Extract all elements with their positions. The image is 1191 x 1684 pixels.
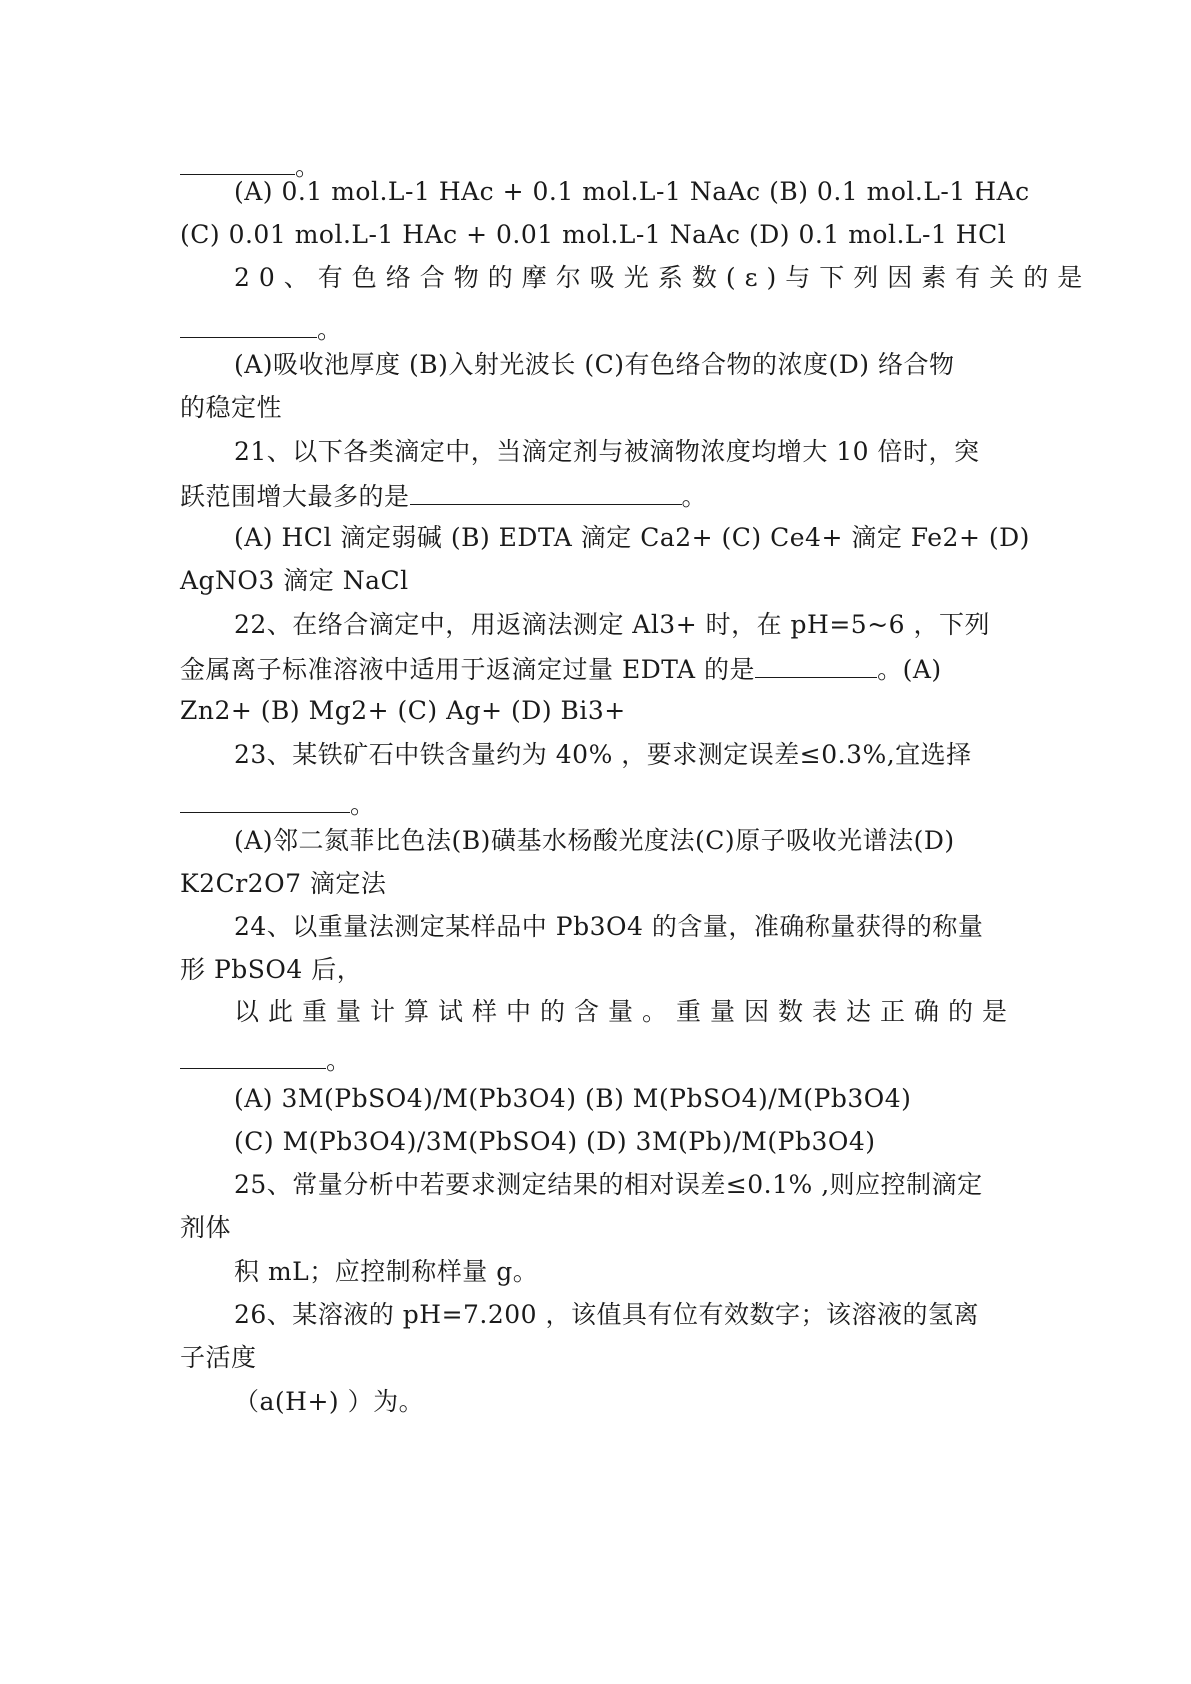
answer-blank [180,1044,326,1069]
q22-stem-1: 22、在络合滴定中，用返滴法测定 Al3+ 时，在 pH=5~6 ，下列 [234,610,991,639]
q25-stem-1: 25、常量分析中若要求测定结果的相对误差≤0.1% ,则应控制滴定 [234,1170,983,1199]
q23-answer-line: 。 [180,788,376,820]
answer-blank [180,788,350,813]
q23-options-2: K2Cr2O7 滴定法 [180,869,387,898]
q23-stem: 23、某铁矿石中铁含量约为 40% ，要求测定误差≤0.3%,宜选择 [234,740,972,769]
q19-answer-line: 。 [180,150,321,182]
q20-options-2: 的稳定性 [180,393,283,422]
q20-stem: 20、有色络合物的摩尔吸光系数(ε)与下列因素有关的是 [234,263,1092,292]
q25-stem-2: 剂体 [180,1213,232,1242]
q24-options-1: (A) 3M(PbSO4)/M(Pb3O4) (B) M(PbSO4)/M(Pb3O4) [234,1084,912,1113]
q26-stem-2: 子活度 [180,1343,257,1372]
q20-answer-line: 。 [180,313,343,345]
q22-stem-2: 金属离子标准溶液中适用于返滴定过量 EDTA 的是 。(A) [180,655,942,684]
q24-stem-3: 以此重量计算试样中的含量。重量因数表达正确的是 [234,997,1017,1026]
q21-options-2: AgNO3 滴定 NaCl [180,566,409,595]
q24-answer-line: 。 [180,1044,352,1076]
answer-blank [410,480,682,505]
q26-stem-1: 26、某溶液的 pH=7.200 ，该值具有位有效数字；该溶液的氢离 [234,1300,980,1329]
q24-stem-1: 24、以重量法测定某样品中 Pb3O4 的含量，准确称量获得的称量 [234,912,984,941]
q20-options-1: (A)吸收池厚度 (B)入射光波长 (C)有色络合物的浓度(D) 络合物 [234,350,955,379]
q21-stem-1: 21、以下各类滴定中，当滴定剂与被滴物浓度均增大 10 倍时，突 [234,437,980,466]
q19-options-1: (A) 0.1 mol.L-1 HAc + 0.1 mol.L-1 NaAc (B) 0.1 mol.L-1 HAc [234,177,1030,206]
q19-options-2: (C) 0.01 mol.L-1 HAc + 0.01 mol.L-1 NaAc (D) 0.1 mol.L-1 HCl [180,220,1007,249]
q24-stem-2: 形 PbSO4 后， [180,955,363,984]
q21-options-1: (A) HCl 滴定弱碱 (B) EDTA 滴定 Ca2+ (C) Ce4+ 滴定 Fe2+ (D) [234,523,1030,552]
answer-blank [180,313,317,338]
q25-stem-3: 积 mL；应控制称样量 g。 [234,1257,539,1286]
q22-options: Zn2+ (B) Mg2+ (C) Ag+ (D) Bi3+ [180,696,626,725]
q24-options-2: (C) M(Pb3O4)/3M(PbSO4) (D) 3M(Pb)/M(Pb3O4) [234,1127,876,1156]
q21-stem-2: 跃范围增大最多的是 。 [180,482,708,511]
answer-blank [755,653,877,678]
q26-stem-3: （a(H+) ）为。 [234,1387,425,1416]
q23-options-1: (A)邻二氮菲比色法(B)磺基水杨酸光度法(C)原子吸收光谱法(D) [234,826,955,855]
answer-blank [180,150,295,175]
